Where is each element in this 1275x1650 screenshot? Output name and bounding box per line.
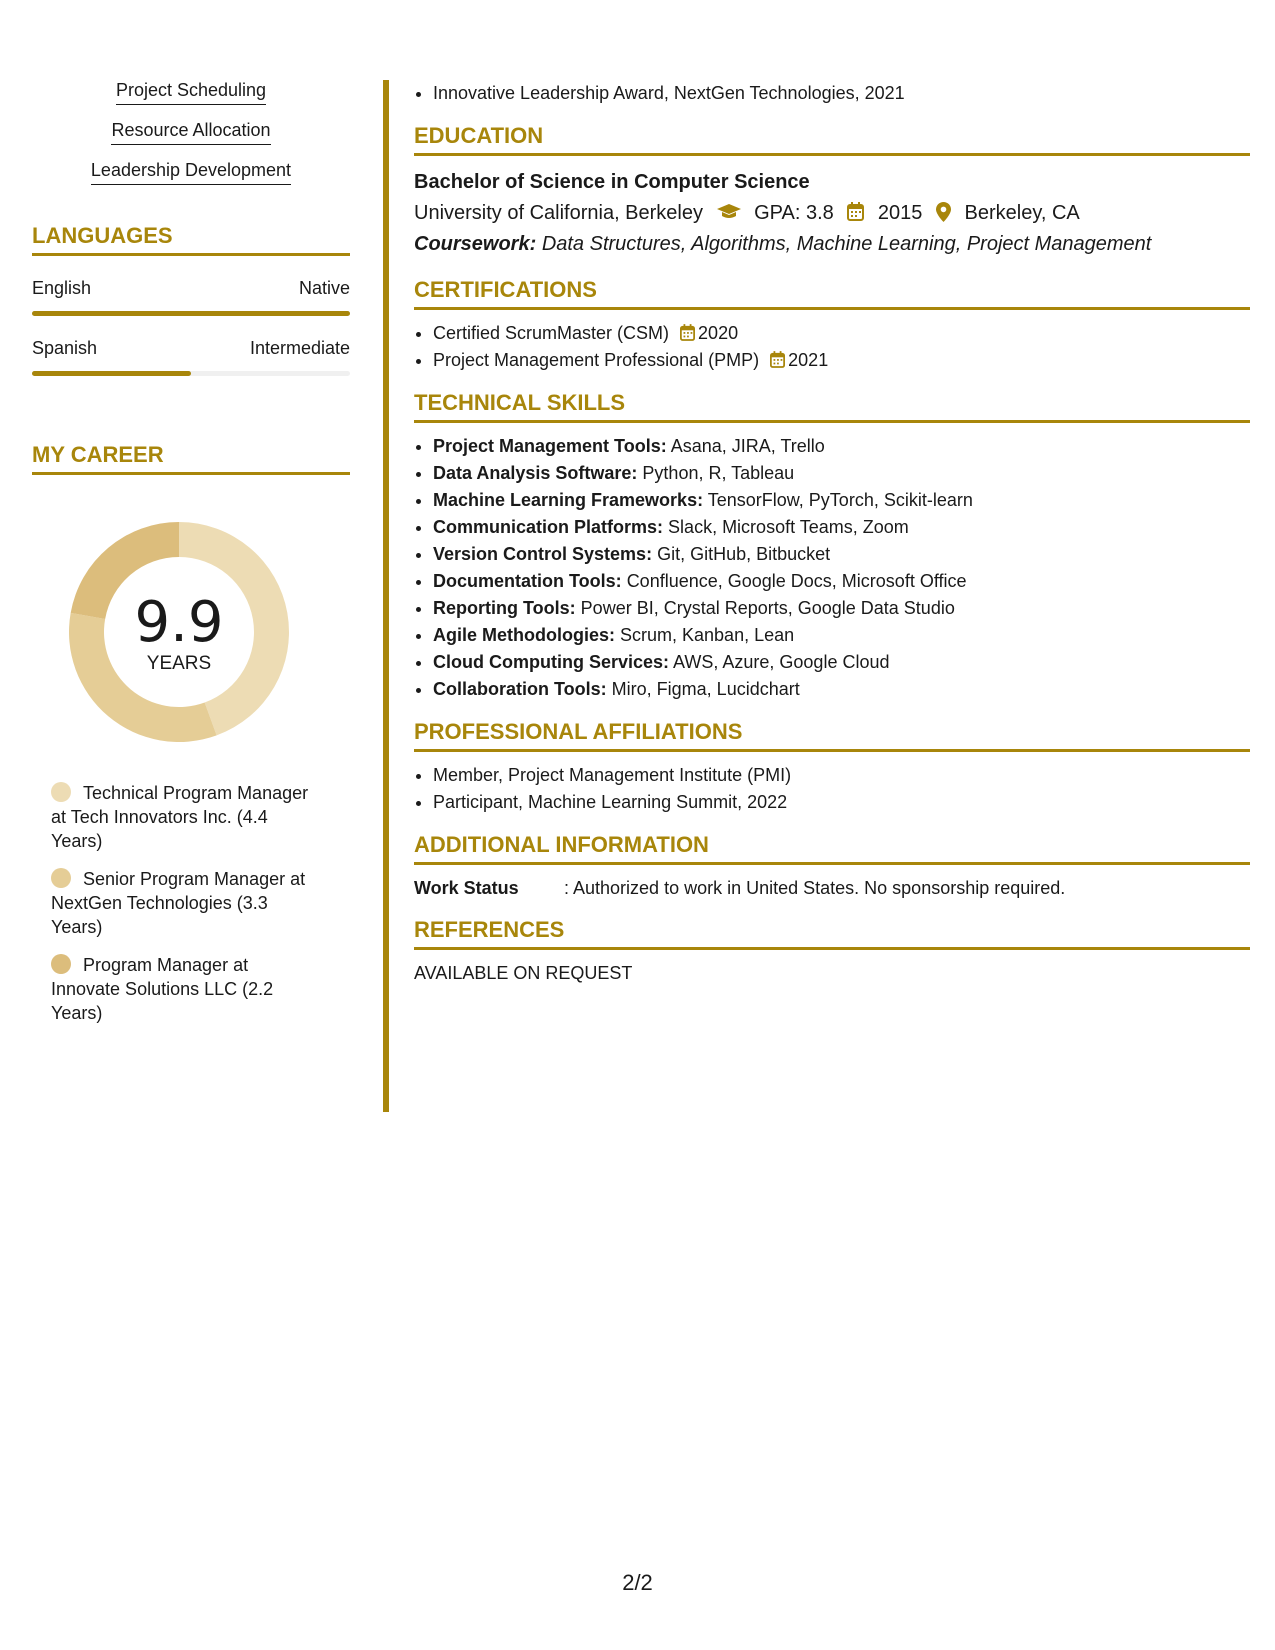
skill-value: Miro, Figma, Lucidchart <box>611 679 800 699</box>
donut-center <box>64 517 294 747</box>
left-column <box>32 80 350 1039</box>
legend-label: Technical Program Manager at Tech Innovators Inc. (4.4 Years) <box>51 783 309 851</box>
legend-swatch <box>51 954 71 974</box>
additional-title: ADDITIONAL INFORMATION <box>414 832 1250 865</box>
skill-value: Scrum, Kanban, Lean <box>620 625 795 645</box>
skill-item <box>433 433 1250 460</box>
total-years-unit: YEARS <box>146 653 212 674</box>
legend-item <box>51 953 321 1025</box>
skill-label: Collaboration Tools: <box>433 679 607 699</box>
education-coursework <box>414 229 1250 260</box>
skill-value: AWS, Azure, Google Cloud <box>673 652 890 672</box>
calendar-icon <box>770 350 785 370</box>
page-number: 2/2 <box>622 1570 653 1595</box>
language-name: English <box>32 278 92 298</box>
skill-item <box>433 676 1250 703</box>
certifications-list <box>414 320 1250 374</box>
skill-label: Reporting Tools: <box>433 598 576 618</box>
technical-skills-title: TECHNICAL SKILLS <box>414 390 1250 423</box>
skill-item <box>433 649 1250 676</box>
list-item: • Participant, Machine Learning Summit, 2022 <box>433 789 1250 816</box>
legend-label: Senior Program Manager at NextGen Technologies (3.3 Years) <box>51 869 306 937</box>
skill-value: Confluence, Google Docs, Microsoft Office <box>626 571 967 591</box>
education-degree: Bachelor of Science in Computer Science <box>414 171 810 193</box>
legend-item <box>51 867 321 939</box>
skill-label: Data Analysis Software: <box>433 463 638 483</box>
affiliations-title: PROFESSIONAL AFFILIATIONS <box>414 719 1250 752</box>
skill-item <box>433 487 1250 514</box>
awards-list <box>414 80 1250 107</box>
skill-label: Cloud Computing Services: <box>433 652 670 672</box>
language-bar <box>32 311 350 316</box>
skill-label: Agile Methodologies: <box>433 625 615 645</box>
certification-item <box>433 320 1250 347</box>
skill-value: Slack, Microsoft Teams, Zoom <box>668 517 909 537</box>
references-title: REFERENCES <box>414 917 1250 950</box>
references-section <box>414 917 1250 986</box>
career-legend <box>32 781 350 1025</box>
language-item <box>32 278 350 316</box>
skill-item <box>433 541 1250 568</box>
career-section <box>32 442 350 1025</box>
skill-item <box>433 514 1250 541</box>
skill-tag: Leadership Development <box>32 160 350 185</box>
certifications-section <box>414 277 1250 374</box>
education-school: University of California, Berkeley <box>414 202 703 224</box>
skill-label: Communication Platforms: <box>433 517 664 537</box>
certifications-title: CERTIFICATIONS <box>414 277 1250 310</box>
legend-label: Program Manager at Innovate Solutions LLC (2.2 Years) <box>51 955 274 1023</box>
skill-item <box>433 568 1250 595</box>
skill-item <box>433 595 1250 622</box>
skill-label: Version Control Systems: <box>433 544 653 564</box>
languages-section <box>32 223 350 376</box>
certification-year: 2021 <box>788 350 829 370</box>
affiliations-section <box>414 719 1250 816</box>
graduation-cap-icon <box>717 202 747 224</box>
education-gpa: GPA: 3.8 <box>754 202 834 224</box>
coursework-label: Coursework: <box>414 233 537 255</box>
map-pin-icon <box>936 202 957 224</box>
skill-value: Python, R, Tableau <box>642 463 795 483</box>
certification-name: Certified ScrumMaster (CSM) <box>433 323 670 343</box>
education-details <box>414 198 1250 229</box>
skill-label: Machine Learning Frameworks: <box>433 490 704 510</box>
education-location: Berkeley, CA <box>964 202 1080 224</box>
additional-section <box>414 832 1250 901</box>
language-name: Spanish <box>32 338 98 358</box>
list-item: • Innovative Leadership Award, NextGen Technologies, 2021 <box>433 80 1250 107</box>
skill-value: Asana, JIRA, Trello <box>670 436 825 456</box>
certification-year: 2020 <box>698 323 739 343</box>
certification-item <box>433 347 1250 374</box>
skill-label: Project Management Tools: <box>433 436 667 456</box>
technical-skills-list <box>414 433 1250 703</box>
skill-value: Git, GitHub, Bitbucket <box>657 544 831 564</box>
education-title: EDUCATION <box>414 123 1250 156</box>
language-bar <box>32 371 350 376</box>
list-item: • Member, Project Management Institute (PMI) <box>433 762 1250 789</box>
language-bar-fill <box>32 371 191 376</box>
skill-tag: Project Scheduling <box>32 80 350 105</box>
work-status-row <box>414 875 1250 901</box>
work-status-label: Work Status <box>414 878 519 898</box>
coursework-value: Data Structures, Algorithms, Machine Learning, Project Management <box>541 233 1152 255</box>
skill-tag: Resource Allocation <box>32 120 350 145</box>
work-status-value: : Authorized to work in United States. No sponsorship required. <box>564 878 1066 898</box>
languages-title: LANGUAGES <box>32 223 350 256</box>
references-value: AVAILABLE ON REQUEST <box>414 963 633 983</box>
language-level: Native <box>298 278 350 298</box>
total-years: 9.9 <box>134 590 224 655</box>
right-column <box>414 80 1250 986</box>
education-section <box>414 123 1250 260</box>
language-level: Intermediate <box>249 338 350 358</box>
skill-tags <box>32 80 350 185</box>
calendar-icon <box>680 323 695 343</box>
education-year: 2015 <box>877 202 923 224</box>
skill-item <box>433 460 1250 487</box>
skill-value: TensorFlow, PyTorch, Scikit-learn <box>707 490 973 510</box>
calendar-icon <box>847 202 870 224</box>
legend-swatch <box>51 868 71 888</box>
skill-value: Power BI, Crystal Reports, Google Data Studio <box>580 598 955 618</box>
legend-item <box>51 781 321 853</box>
language-bar-fill <box>32 311 350 316</box>
affiliations-list <box>414 762 1250 816</box>
certification-name: Project Management Professional (PMP) <box>433 350 760 370</box>
skill-item <box>433 622 1250 649</box>
career-title: MY CAREER <box>32 442 350 475</box>
career-donut-chart <box>64 517 294 747</box>
technical-skills-section <box>414 390 1250 703</box>
language-item <box>32 338 350 376</box>
column-divider <box>383 80 389 1112</box>
legend-swatch <box>51 782 71 802</box>
skill-label: Documentation Tools: <box>433 571 622 591</box>
